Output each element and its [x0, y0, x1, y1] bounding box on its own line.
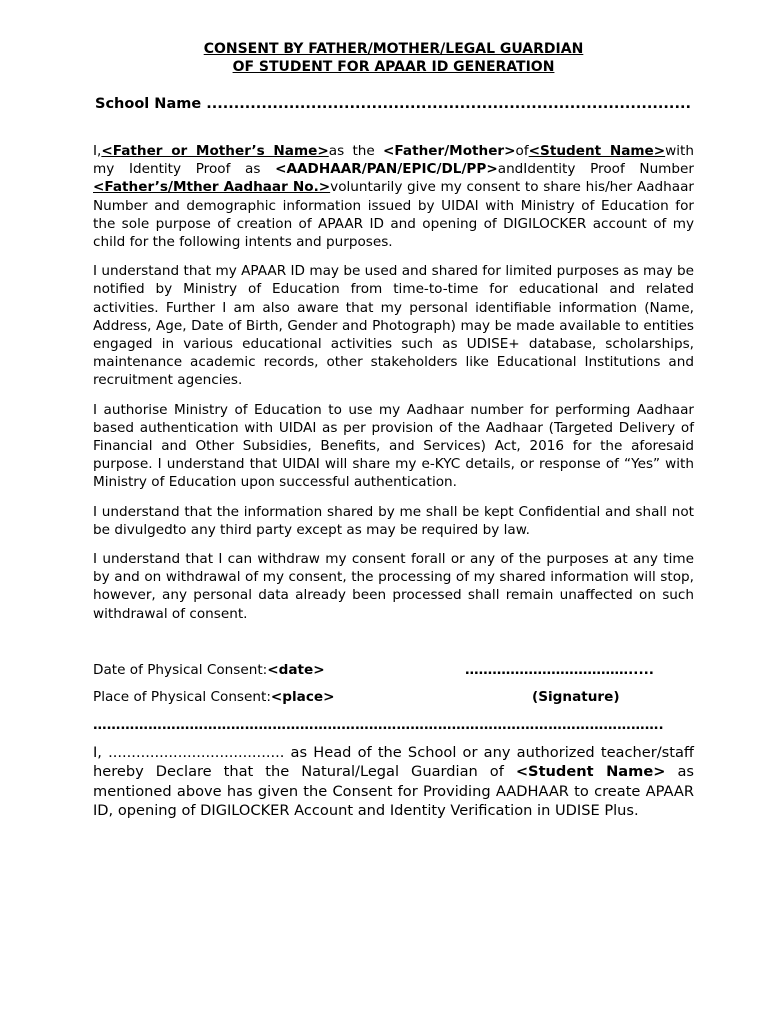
date-placeholder: <date> [267, 661, 325, 678]
confidentiality-paragraph: I understand that the information shared by me shall be kept Confidential and shall not be divulgedto any third party except as may be required by law. [93, 503, 694, 538]
school-name-row [95, 96, 694, 112]
title-line-1: CONSENT BY FATHER/MOTHER/LEGAL GUARDIAN [203, 41, 584, 57]
consent-form [93, 40, 694, 821]
relation-placeholder: <Father/Mother> [383, 143, 516, 159]
head-text-2: as mentioned above has given the Consent for Providing AADHAAR to create APAAR ID, opening of DIGILOCKER Account and Identity Verification in UDISE Plus. [93, 763, 694, 820]
consent-text-2: as the [328, 143, 384, 159]
date-row [93, 662, 694, 680]
head-student-placeholder: <Student Name> [515, 763, 666, 781]
place-placeholder: <place> [270, 688, 335, 705]
withdrawal-paragraph: I understand that I can withdraw my consent forall or any of the purposes at any time by and on withdrawal of my consent, the processing of my shared information will stop, however, any personal data already been processed shall remain unaffected on such withdrawal of consent. [93, 551, 694, 622]
authorisation-paragraph: I authorise Ministry of Education to use my Aadhaar number for performing Aadhaar based authentication with UIDAI as per provision of the Aadhaar (Targeted Delivery of Financial and Other Subsidies, Benefits, and Services) Act, 2016 for the aforesaid purpose. I understand that UIDAI will share my e-KYC details, or response of “Yes” with Ministry of Education upon successful authentication. [93, 401, 694, 491]
apaar-usage-paragraph: I understand that my APAAR ID may be used and shared for limited purposes as may be notified by Ministry of Education from time-to-time for educational and related activities. Further I am also aware that my personal identifiable information (Name, Address, Age, Date of Birth, Gender and Photograph) may be made available to entities engaged in various educational activities such as UDISE+ database, scholarships, maintenance academic records, other stakeholders like Educational Institutions and recruitment agencies. [93, 263, 694, 389]
id-number-placeholder: <Father’s/Mther Aadhaar No.> [93, 179, 331, 196]
consent-text-5: andIdentity Proof Number [497, 161, 695, 178]
form-title [93, 40, 694, 76]
consent-paragraph [93, 142, 694, 251]
title-line-2: OF STUDENT FOR APAAR ID GENERATION [232, 59, 555, 75]
signature-line: ………………………………..... [465, 661, 654, 678]
consent-text-4: with my Identity Proof as [93, 143, 694, 178]
student-name-placeholder: <Student Name> [528, 143, 666, 159]
school-name-blank: ........................................................................................ [206, 96, 691, 112]
consent-text-6: voluntarily give my consent to share his/her Aadhaar Number and demographic information issued by UIDAI with Ministry of Education for the sole purpose of creation of APAAR ID and opening of DIGILOCKER account of my child for the following intents and purposes. [93, 179, 694, 251]
signature-label: (Signature) [532, 688, 620, 705]
school-name-label: School Name [95, 96, 202, 112]
id-types-placeholder: <AADHAAR/PAN/EPIC/DL/PP> [275, 161, 498, 178]
consent-text-3: of [515, 143, 529, 159]
place-row [93, 689, 694, 707]
head-text-1: I, ...................................... as Head of the School or any authorized teacher/staff hereby Declare that the Natural/Legal Guardian of [93, 743, 694, 781]
section-divider: ……………………………………………………………………………………………………………. [93, 716, 664, 733]
head-declaration-paragraph [93, 743, 694, 821]
place-label: Place of Physical Consent: [93, 688, 271, 705]
date-label: Date of Physical Consent: [93, 661, 268, 678]
parent-name-placeholder: <Father or Mother’s Name> [101, 143, 329, 159]
consent-text-1: I, [93, 143, 102, 159]
